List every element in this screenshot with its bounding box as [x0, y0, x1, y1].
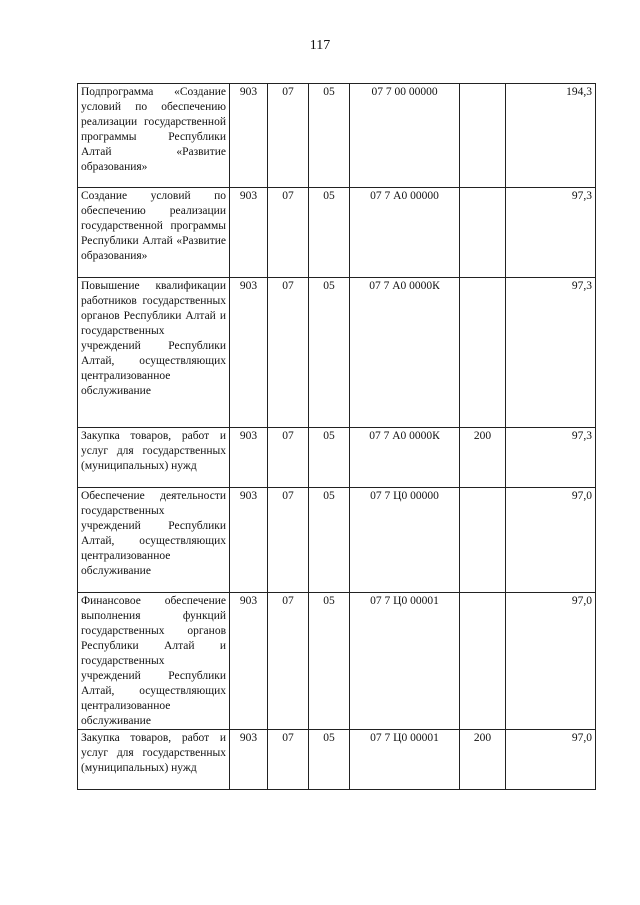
budget-table-body: [78, 84, 596, 790]
row-csr-cell: 07 7 Ц0 00001: [350, 593, 460, 730]
row-rz-cell: 07: [268, 84, 309, 188]
row-csr-cell: 07 7 А0 0000К: [350, 278, 460, 428]
row-grbs-cell: 903: [230, 188, 268, 278]
table-row: [78, 278, 596, 428]
row-grbs-cell: 903: [230, 593, 268, 730]
row-pr-cell: 05: [309, 593, 350, 730]
row-rz-cell: 07: [268, 428, 309, 488]
row-csr-cell: 07 7 Ц0 00001: [350, 730, 460, 790]
row-grbs-cell: 903: [230, 84, 268, 188]
row-vr-cell: [460, 488, 506, 593]
row-csr-cell: 07 7 00 00000: [350, 84, 460, 188]
row-sum-cell: 97,3: [506, 188, 596, 278]
row-csr-cell: 07 7 Ц0 00000: [350, 488, 460, 593]
row-name-cell: Создание условий по обеспечению реализации государственной программы Республики Алтай «Развитие образования»: [78, 188, 230, 278]
row-sum-cell: 97,0: [506, 488, 596, 593]
row-vr-cell: [460, 593, 506, 730]
row-name-cell: Подпрограмма «Создание условий по обеспечению реализации государственной программы Республики Алтай «Развитие образования»: [78, 84, 230, 188]
row-rz-cell: 07: [268, 188, 309, 278]
row-pr-cell: 05: [309, 428, 350, 488]
row-vr-cell: 200: [460, 428, 506, 488]
row-csr-cell: 07 7 А0 00000: [350, 188, 460, 278]
table-row: [78, 488, 596, 593]
row-rz-cell: 07: [268, 278, 309, 428]
table-row: [78, 428, 596, 488]
row-pr-cell: 05: [309, 730, 350, 790]
row-name-cell: Закупка товаров, работ и услуг для государственных (муниципальных) нужд: [78, 730, 230, 790]
row-sum-cell: 97,3: [506, 428, 596, 488]
row-pr-cell: 05: [309, 188, 350, 278]
row-vr-cell: [460, 188, 506, 278]
row-grbs-cell: 903: [230, 488, 268, 593]
row-pr-cell: 05: [309, 488, 350, 593]
row-name-cell: Финансовое обеспечение выполнения функций государственных органов Республики Алтай и государственных учреждений Республики Алтай, осуществляющих централизованное обслуживание: [78, 593, 230, 730]
row-pr-cell: 05: [309, 278, 350, 428]
row-sum-cell: 97,0: [506, 730, 596, 790]
budget-table: [77, 83, 596, 790]
row-sum-cell: 97,0: [506, 593, 596, 730]
table-row: [78, 84, 596, 188]
row-rz-cell: 07: [268, 593, 309, 730]
row-sum-cell: 97,3: [506, 278, 596, 428]
row-sum-cell: 194,3: [506, 84, 596, 188]
page-number: 117: [309, 38, 331, 53]
row-name-cell: Обеспечение деятельности государственных учреждений Республики Алтай, осуществляющих централизованное обслуживание: [78, 488, 230, 593]
row-name-cell: Повышение квалификации работников государственных органов Республики Алтай и государственных учреждений Республики Алтай, осуществляющих централизованное обслуживание: [78, 278, 230, 428]
row-name-cell: Закупка товаров, работ и услуг для государственных (муниципальных) нужд: [78, 428, 230, 488]
row-csr-cell: 07 7 А0 0000К: [350, 428, 460, 488]
table-row: [78, 593, 596, 730]
row-vr-cell: [460, 278, 506, 428]
row-rz-cell: 07: [268, 488, 309, 593]
table-row: [78, 188, 596, 278]
row-pr-cell: 05: [309, 84, 350, 188]
table-row: [78, 730, 596, 790]
row-vr-cell: [460, 84, 506, 188]
row-rz-cell: 07: [268, 730, 309, 790]
row-grbs-cell: 903: [230, 428, 268, 488]
row-grbs-cell: 903: [230, 278, 268, 428]
row-grbs-cell: 903: [230, 730, 268, 790]
row-vr-cell: 200: [460, 730, 506, 790]
